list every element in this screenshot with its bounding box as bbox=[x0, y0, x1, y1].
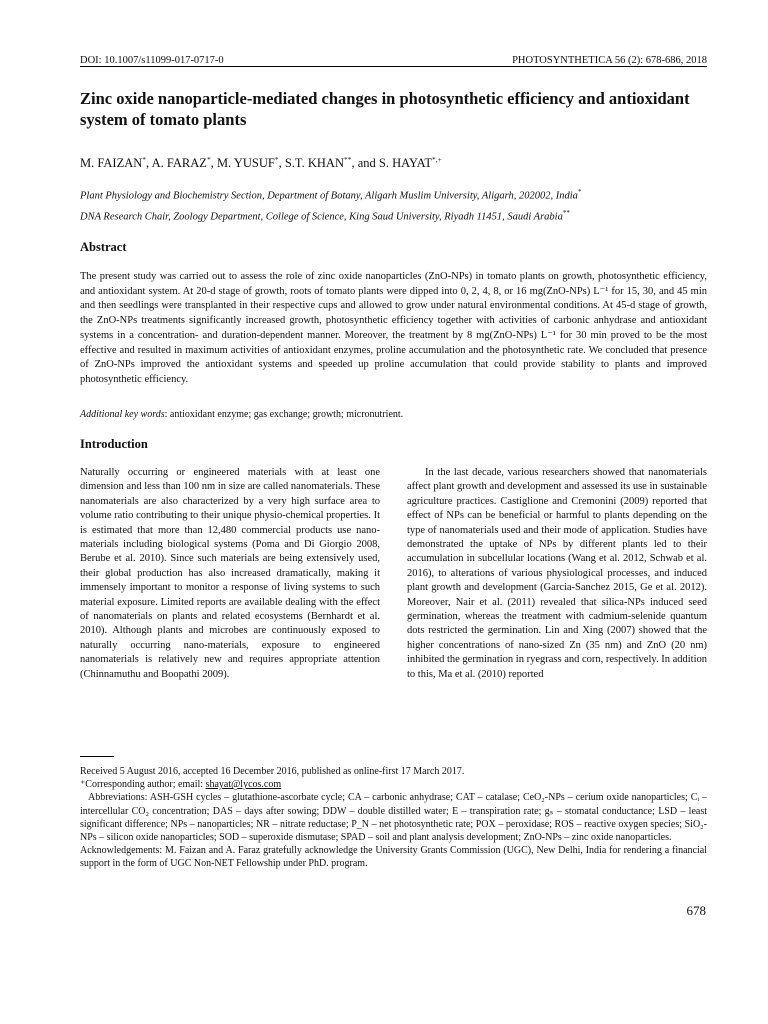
article-title: Zinc oxide nanoparticle-mediated changes in photosynthetic efficiency and antioxidant system of tomato plants bbox=[80, 89, 690, 129]
page-number: 678 bbox=[686, 903, 706, 918]
author-mark: * bbox=[206, 155, 211, 164]
abstract-text: The present study was carried out to assess the role of zinc oxide nanoparticles (ZnO-NPs) in tomato plants on growth, photosynthetic efficiency, and antioxidant system. At 20-d stage of growth, roots of tomato plants were dipped into 0, 2, 4, 8, or 16 mg(ZnO-NPs) L⁻¹ for 15, 30, and 45 min and then seedlings were transplanted in their respective cups and allowed to grow under natural environmental conditions. At 45-d stage of growth, the ZnO-NPs treatments significantly increased growth, photosynthetic efficiency together with activities of carbonic anhydrase and antioxidant systems in a concentration- and duration-dependent manner. Moreover, the treatment by 8 mg(ZnO-NPs) L⁻¹ for 30 min proved to be the most effective and resulted in maximum activities of antioxidant enzymes, proline accumulation and the photosynthetic rate. We concluded that presence of ZnO-NPs improved the antioxidant systems and speeded up proline accumulation that could provide stability to plants and improved photosynthetic efficiency. bbox=[80, 271, 707, 385]
author-mark: *,+ bbox=[431, 155, 442, 164]
abstract-heading: Abstract bbox=[80, 240, 127, 254]
affiliation-text: DNA Research Chair, Zoology Department, College of Science, King Saud University, Riyadh 11451, Saudi Arabia bbox=[80, 211, 563, 222]
affiliation-item bbox=[80, 184, 707, 205]
header-rule bbox=[80, 66, 707, 67]
author-separator: , and bbox=[351, 156, 379, 171]
introduction-column-left: Naturally occurring or engineered materials with at least one dimension and less than 100 nm in size are called nanomaterials. These nanomaterials are also characterized by a very high surface area to volume ratio contributing to their unique physio-chemical properties. It is estimated that more than 12,480 commercial products use nano-materials including biological systems (Poma and Di Giorgio 2008, Berube et al. 2010). Since such materials are being extensively used, their global production has also increased dramatically, making it immensely important to monitor a response of living systems to such material exposure. Limited reports are available dealing with the effect of nanomaterials on plants and related ecosystems (Bernhardt et al. 2010). Although plants and microbes are continuously exposed to naturally occurring nano-materials, exposure to engineered nanomaterials is relatively new and requires appropriate attention (Chinnamuthu and Boopathi 2009). bbox=[80, 467, 380, 680]
abbreviations: Abbreviations: ASH-GSH cycles – glutathione-ascorbate cycle; CA – carbonic anhydrase; CAT – catalase; CeO₂-NPs – cerium oxide nanoparticles; Cᵢ – intercellular CO₂ concentration; DAS – days after sowing; DDW – double distilled water; E – transpiration rate; gₛ – stomatal conductance; LSD – least significant difference; NPs – nanoparticles; NR – nitrate reductase; P_N – net photosynthetic rate; POX – peroxidase; ROS – reactive oxygen species; SiO₂-NPs – silicon oxide nanoparticles; SOD – superoxide dismutase; SPAD – soil and plant analysis development; ZnO-NPs – zinc oxide nanoparticles. bbox=[80, 792, 707, 844]
journal-citation: PHOTOSYNTHETICA 56 (2): 678-686, 2018 bbox=[512, 55, 707, 66]
introduction-column-right: In the last decade, various researchers showed that nanomaterials affect plant growth and development and assessed its use in sustainable agriculture practices. Castiglione and Cremonini (2009) reported that effect of NPs can be beneficial or harmful to plants depending on the type of nanomaterials used and their mode of application. Studies have demonstrated the uptake of NPs by different plants led to their accumulation in subcellular locations (Wang et al. 2012, Schwab et al. 2016), to alterations of various physiological processes, and induced plant growth and development (Garcia-Sanchez 2015, Ge et al. 2012). Moreover, Nair et al. (2011) revealed that silica-NPs induced seed germination, whereas the treatment with cadmium-selenide quantum dots restricted the germination. Lin and Xing (2007) showed that the higher concentrations of nano-sized Zn (35 nm) and ZnO (20 nm) inhibited the germination in ryegrass and corn, respectively. In addition to this, Ma et al. (2010) reported bbox=[407, 467, 707, 680]
keywords-text: : antioxidant enzyme; gas exchange; growth; micronutrient. bbox=[164, 409, 404, 420]
affiliation-mark: * bbox=[577, 188, 582, 196]
author-separator: , bbox=[210, 156, 217, 171]
running-header bbox=[80, 50, 707, 66]
keywords-line bbox=[80, 409, 707, 420]
corresponding-label: ⁺Corresponding author; email: bbox=[80, 779, 206, 791]
affiliation-item bbox=[80, 205, 707, 226]
author-separator: , bbox=[146, 156, 152, 171]
keywords-label: Additional key words bbox=[80, 409, 165, 420]
affiliations bbox=[80, 184, 707, 225]
author-name: S.T. KHAN bbox=[284, 156, 344, 171]
author-separator: , bbox=[278, 156, 285, 171]
corresponding-author bbox=[80, 778, 707, 791]
footnote-rule bbox=[80, 756, 114, 757]
received-dates: Received 5 August 2016, accepted 16 December 2016, published as online-first 17 March 2017. bbox=[80, 766, 465, 777]
author-mark: * bbox=[274, 155, 279, 164]
affiliation-text: Plant Physiology and Biochemistry Section, Department of Botany, Aligarh Muslim University, Aligarh, 202002, India bbox=[80, 190, 578, 202]
acknowledgements: Acknowledgements: M. Faizan and A. Faraz gratefully acknowledge the University Grants Commission (UGC), New Delhi, India for rendering a financial support in the form of UGC Non-NET Fellowship under PhD. program. bbox=[80, 845, 707, 870]
introduction-heading: Introduction bbox=[80, 437, 148, 451]
author-list bbox=[80, 155, 707, 171]
author-name: S. HAYAT bbox=[378, 156, 432, 171]
footnotes bbox=[80, 765, 707, 871]
author-name: M. FAIZAN bbox=[80, 156, 143, 171]
author-name: A. FARAZ bbox=[151, 156, 207, 171]
affiliation-mark: ** bbox=[562, 208, 570, 217]
email-link[interactable]: shayat@lycos.com bbox=[205, 779, 282, 791]
author-mark: ** bbox=[343, 155, 352, 164]
doi-text: DOI: 10.1007/s11099-017-0717-0 bbox=[80, 55, 224, 66]
author-name: M. YUSUF bbox=[216, 156, 275, 171]
author-mark: * bbox=[142, 155, 147, 164]
